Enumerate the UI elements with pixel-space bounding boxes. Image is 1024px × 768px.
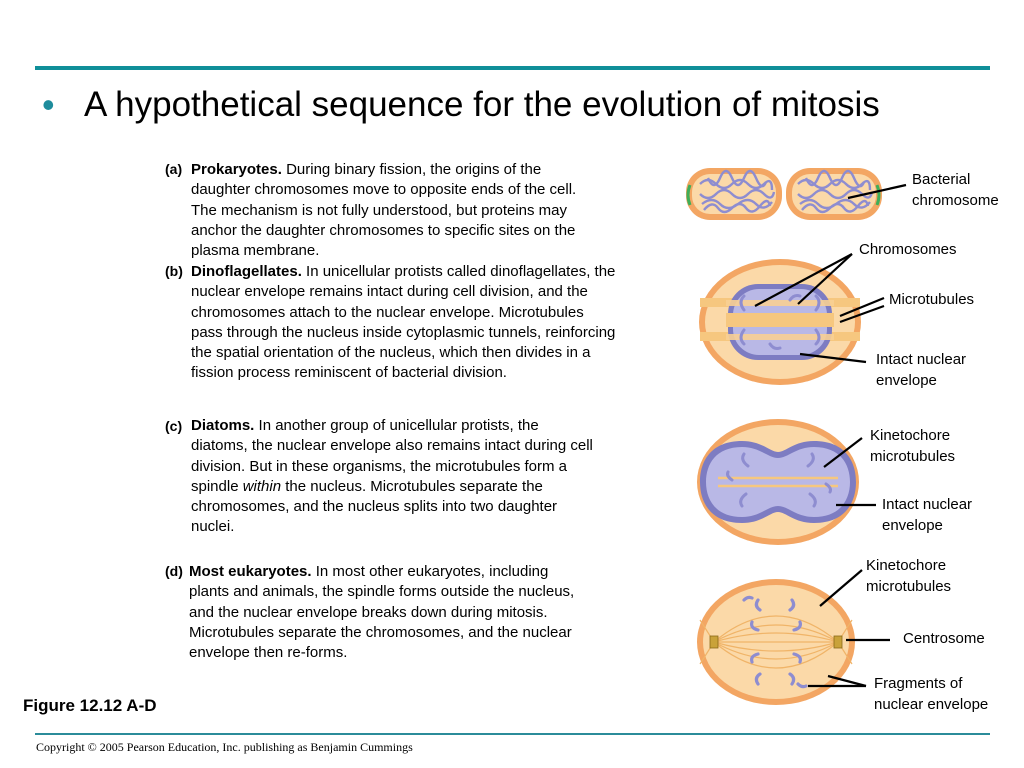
copyright-notice: Copyright © 2005 Pearson Education, Inc. publishing as Benjamin Cummings xyxy=(36,740,413,754)
panel-c-heading: Diatoms. xyxy=(191,417,255,434)
panel-b-heading: Dinoflagellates. xyxy=(191,263,302,280)
prokaryote-cell-illustration xyxy=(686,168,882,220)
slide-title: A hypothetical sequence for the evolution of mitosis xyxy=(84,85,880,124)
panel-b-body: In unicellular protists called dinoflagellates, the nuclear envelope remains intact during cell division, and the chromosomes attach to the nuclear envelope. Microtubules pass through the nucleus inside cytoplasmic tunnels, reinforcing the spatial orientation of the nucleus, which then divides in a fission process reminiscent of bacterial division. xyxy=(191,263,616,382)
panel-a-body: During binary fission, the origins of the daughter chromosomes move to opposite ends of the cell. The mechanism is not fully understood, but proteins may anchor the daughter chromosomes to specific sites on the plasma membrane. xyxy=(191,161,577,260)
panel-d-letter: (d) xyxy=(165,563,183,579)
panel-d-body: In most other eukaryotes, including plants and animals, the spindle forms outside the nucleus, and the nuclear envelope breaks down during mitosis. Microtubules separate the chromosomes, and the nuclear envelope then re-forms. xyxy=(189,563,575,662)
label-chromosomes: Chromosomes xyxy=(859,241,957,258)
panel-c-body-1: In another group of unicellular protists, the diatoms, the nuclear envelope also remains intact during cell division. But in these organisms, the microtubules form a spindle xyxy=(191,417,593,495)
panel-a-letter: (a) xyxy=(165,161,183,177)
label-intact-nuclear-envelope-b: Intact nuclear envelope xyxy=(876,351,967,389)
label-microtubules: Microtubules xyxy=(889,291,975,308)
label-bacterial-chromosome: Bacterial chromosome xyxy=(912,171,999,209)
figure-label: Figure 12.12 A-D xyxy=(23,696,157,715)
panel-d-heading: Most eukaryotes. xyxy=(189,563,312,580)
label-centrosome: Centrosome xyxy=(903,630,985,647)
label-kinetochore-microtubules-c: Kinetochore microtubules xyxy=(870,427,956,465)
panel-c-body-2: the nucleus. Microtubules separate the chromosomes, and the nucleus splits into two daughter nuclei. xyxy=(191,477,558,536)
bottom-divider xyxy=(35,733,990,735)
label-intact-nuclear-envelope-c: Intact nuclear envelope xyxy=(882,496,973,534)
panel-c-italic: within xyxy=(242,477,282,495)
label-fragments-of-nuclear-envelope: Fragments of nuclear envelope xyxy=(874,675,989,713)
label-kinetochore-microtubules-d: Kinetochore microtubules xyxy=(866,557,952,595)
panel-a-heading: Prokaryotes. xyxy=(191,161,282,178)
panel-b-letter: (b) xyxy=(165,263,183,279)
dinoflagellate-cell-illustration xyxy=(699,259,861,385)
diatom-cell-illustration xyxy=(697,419,859,545)
title-bullet: • xyxy=(42,84,55,125)
panel-c-letter: (c) xyxy=(165,418,183,434)
